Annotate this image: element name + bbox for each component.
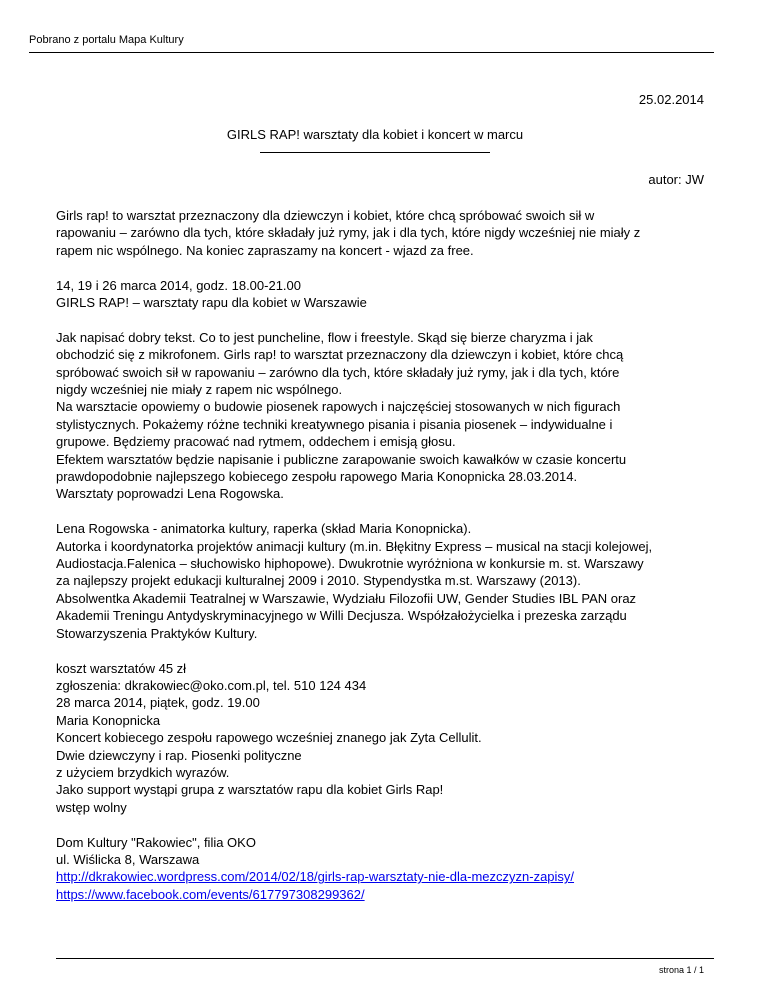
- text-line: rapowaniu – zarówno dla tych, które składały już rymy, jak i dla tych, które nigdy wcześniej nie miały z: [56, 225, 641, 241]
- schedule-paragraph: [56, 277, 716, 312]
- text-line: zgłoszenia: dkrakowiec@oko.com.pl, tel. 510 124 434: [56, 677, 367, 693]
- blog-event-link[interactable]: http://dkrakowiec.wordpress.com/2014/02/18/girls-rap-warsztaty-nie-dla-mezczyzn-zapisy/: [56, 869, 575, 885]
- article-title-block: [0, 126, 750, 151]
- portal-source-header: Pobrano z portalu Mapa Kultury: [29, 34, 184, 46]
- text-line: 28 marca 2014, piątek, godz. 19.00: [56, 695, 260, 711]
- text-line: GIRLS RAP! – warsztaty rapu dla kobiet w Warszawie: [56, 295, 367, 311]
- text-line: wstęp wolny: [56, 799, 127, 815]
- text-line: Jak napisać dobry tekst. Co to jest puncheline, flow i freestyle. Skąd się bierze charyzma i jak: [56, 329, 593, 345]
- text-line: prawdopodobnie najlepszego kobiecego zespołu rapowego Maria Konopnicka 28.03.2014.: [56, 469, 578, 485]
- text-line: Warsztaty poprowadzi Lena Rogowska.: [56, 486, 284, 502]
- article-author: autor: JW: [648, 172, 704, 187]
- instructor-bio-paragraph: [56, 520, 716, 642]
- text-line: Jako support wystąpi grupa z warsztatów rapu dla kobiet Girls Rap!: [56, 782, 444, 798]
- title-underline: [260, 152, 490, 153]
- text-line: grupowe. Będziemy pracować nad rytmem, oddechem i emisją głosu.: [56, 434, 456, 450]
- intro-paragraph: [56, 207, 716, 259]
- page-number: strona 1 / 1: [658, 965, 704, 975]
- text-line: stylistycznych. Pokażemy różne techniki kreatywnego pisania i pisania piosenek – indywidualne i: [56, 416, 613, 432]
- article-body: [56, 207, 716, 921]
- text-line: Efektem warsztatów będzie napisanie i publiczne zarapowanie swoich kawałków w czasie koncertu: [56, 451, 627, 467]
- venue-name: Dom Kultury "Rakowiec", filia OKO: [56, 834, 256, 850]
- footer-divider: [56, 958, 714, 959]
- text-line: Dwie dziewczyny i rap. Piosenki polityczne: [56, 747, 302, 763]
- header-divider: [29, 52, 714, 53]
- text-line: Girls rap! to warsztat przeznaczony dla dziewczyn i kobiet, które chcą spróbować swoich sił w: [56, 208, 595, 223]
- text-line: Lena Rogowska - animatorka kultury, raperka (skład Maria Konopnicka).: [56, 521, 472, 537]
- text-line: Akademii Treningu Antydyskryminacyjnego w Willi Decjusza. Współzałożycielka i prezeska zarządu: [56, 608, 627, 624]
- venue-address: ul. Wiślicka 8, Warszawa: [56, 851, 200, 867]
- text-line: za najlepszy projekt edukacji kulturalnej 2009 i 2010. Stypendystka m.st. Warszawy (2013).: [56, 573, 581, 589]
- pricing-concert-paragraph: [56, 660, 716, 817]
- text-line: spróbować swoich sił w rapowaniu – zarówno dla tych, które składały już rymy, jak i dla tych, które: [56, 364, 620, 380]
- facebook-event-link[interactable]: https://www.facebook.com/events/617797308299362/: [56, 886, 365, 902]
- text-line: obchodzić się z mikrofonem. Girls rap! to warsztat przeznaczony dla dziewczyn i kobiet, które chcą: [56, 347, 624, 363]
- text-line: z użyciem brzydkich wyrazów.: [56, 764, 230, 780]
- text-line: koszt warsztatów 45 zł: [56, 660, 187, 676]
- article-date: 25.02.2014: [638, 92, 704, 107]
- text-line: 14, 19 i 26 marca 2014, godz. 18.00-21.00: [56, 277, 302, 293]
- text-line: Na warsztacie opowiemy o budowie piosenek rapowych i najczęściej stosowanych w nich figurach: [56, 399, 621, 415]
- text-line: Koncert kobiecego zespołu rapowego wcześniej znanego jak Zyta Cellulit.: [56, 730, 482, 746]
- text-line: rapem nic wspólnego. Na koniec zapraszamy na koncert - wjazd za free.: [56, 242, 474, 258]
- venue-paragraph: [56, 834, 716, 904]
- text-line: Autorka i koordynatorka projektów animacji kultury (m.in. Błękitny Express – musical na stacji kolejowej,: [56, 538, 653, 554]
- text-line: Absolwentka Akademii Teatralnej w Warszawie, Wydziału Filozofii UW, Gender Studies IBL PAN oraz: [56, 590, 637, 606]
- text-line: nigdy wcześniej nie miały z rapem nic wspólnego.: [56, 382, 343, 398]
- text-line: Stowarzyszenia Praktyków Kultury.: [56, 625, 258, 641]
- text-line: Maria Konopnicka: [56, 712, 161, 728]
- workshop-description-paragraph: [56, 329, 716, 503]
- text-line: Audiostacja.Falenica – słuchowisko hiphopowe). Dwukrotnie wyróżniona w konkursie m. st. Warszawy: [56, 556, 644, 572]
- article-title: GIRLS RAP! warsztaty dla kobiet i koncert w marcu: [226, 127, 524, 142]
